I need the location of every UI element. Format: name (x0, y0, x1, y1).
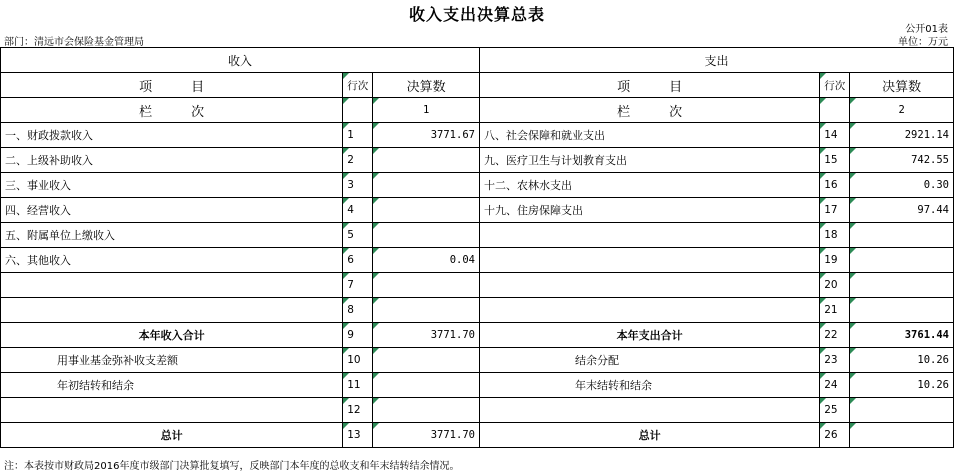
income-item-cell: 四、经营收入 (1, 198, 343, 223)
income-amount-cell (373, 198, 480, 223)
expense-amount-cell (850, 223, 954, 248)
income-item-cell: 一、财政拨款收入 (1, 123, 343, 148)
income-item-header: 项 目 (1, 73, 343, 98)
income-lanci-number: 1 (373, 98, 480, 123)
income-line-cell: 6 (343, 248, 373, 273)
expense-amount-cell: 97.44 (850, 198, 954, 223)
expense-total-amount: 3761.44 (850, 323, 954, 348)
table-row (1, 298, 954, 323)
expense-item-cell: 十二、农林水支出 (479, 173, 819, 198)
income-item-cell: 二、上级补助收入 (1, 148, 343, 173)
expense-line-cell: 15 (820, 148, 850, 173)
expense-line-cell: 16 (820, 173, 850, 198)
expense-line-cell: 14 (820, 123, 850, 148)
expense-item-cell: 十九、住房保障支出 (479, 198, 819, 223)
income-total-amount: 3771.70 (373, 323, 480, 348)
table-row (1, 198, 954, 223)
table-row (1, 173, 954, 198)
income-line-cell: 2 (343, 148, 373, 173)
table-row (1, 148, 954, 173)
table-row (1, 373, 954, 398)
form-code: 公开01表 (905, 24, 948, 35)
table-row (1, 223, 954, 248)
expense-amount-cell: 0.30 (850, 173, 954, 198)
footnote: 注：本表按市财政局2016年度市级部门决算批复填写，反映部门本年度的总收支和年末结转结余情况。 (4, 461, 460, 472)
expense-amount-cell: 10.26 (850, 373, 954, 398)
income-line-cell: 12 (343, 398, 373, 423)
expense-item-header: 项 目 (479, 73, 819, 98)
income-total-amount: 3771.70 (373, 423, 480, 448)
income-total-label: 本年收入合计 (1, 323, 343, 348)
income-item-cell: 六、其他收入 (1, 248, 343, 273)
expense-item-cell: 八、社会保障和就业支出 (479, 123, 819, 148)
expense-lanci-number: 2 (850, 98, 954, 123)
expense-line-cell: 20 (820, 273, 850, 298)
expense-item-cell (479, 398, 819, 423)
expense-total-amount (850, 423, 954, 448)
income-line-cell: 11 (343, 373, 373, 398)
expense-amount-cell (850, 248, 954, 273)
expense-line-header: 行次 (820, 73, 850, 98)
income-line-cell: 10 (343, 348, 373, 373)
expense-item-cell (479, 298, 819, 323)
income-line-cell: 5 (343, 223, 373, 248)
expense-amount-cell: 10.26 (850, 348, 954, 373)
expense-line-cell: 19 (820, 248, 850, 273)
income-lanci-line (343, 98, 373, 123)
income-line-cell: 4 (343, 198, 373, 223)
income-total-label: 总计 (1, 423, 343, 448)
income-amount-cell (373, 298, 480, 323)
expense-amount-cell: 2921.14 (850, 123, 954, 148)
expense-amount-cell: 742.55 (850, 148, 954, 173)
table-row (1, 273, 954, 298)
expense-line-cell: 23 (820, 348, 850, 373)
expense-total-label: 总计 (479, 423, 819, 448)
department-label: 部门：清远市会保险基金管理局 (4, 37, 144, 48)
income-total-line: 13 (343, 423, 373, 448)
total-row (1, 423, 954, 448)
expense-total-line: 26 (820, 423, 850, 448)
table-row (1, 123, 954, 148)
income-item-cell (1, 398, 343, 423)
table-row (1, 398, 954, 423)
income-line-cell: 3 (343, 173, 373, 198)
expense-item-cell: 结余分配 (479, 348, 819, 373)
expense-item-cell: 九、医疗卫生与计划教育支出 (479, 148, 819, 173)
income-amount-cell (373, 348, 480, 373)
income-amount-cell (373, 173, 480, 198)
expense-total-line: 22 (820, 323, 850, 348)
income-amount-cell (373, 223, 480, 248)
summary-table (0, 47, 954, 448)
income-lanci-label: 栏 次 (1, 98, 343, 123)
table-row (1, 248, 954, 273)
table-row (1, 348, 954, 373)
income-amount-header: 决算数 (373, 73, 480, 98)
expense-amount-cell (850, 273, 954, 298)
expense-item-cell: 年末结转和结余 (479, 373, 819, 398)
expense-item-cell (479, 248, 819, 273)
expense-amount-cell (850, 298, 954, 323)
expense-item-cell (479, 273, 819, 298)
income-amount-cell (373, 148, 480, 173)
income-item-cell: 年初结转和结余 (1, 373, 343, 398)
income-item-cell: 用事业基金弥补收支差额 (1, 348, 343, 373)
income-line-cell: 7 (343, 273, 373, 298)
income-total-line: 9 (343, 323, 373, 348)
expense-item-cell (479, 223, 819, 248)
report-title: 收入支出决算总表 (408, 5, 545, 24)
income-line-header: 行次 (343, 73, 373, 98)
expense-line-cell: 25 (820, 398, 850, 423)
unit-label: 单位：万元 (898, 37, 948, 48)
income-item-cell: 五、附属单位上缴收入 (1, 223, 343, 248)
income-item-cell (1, 273, 343, 298)
expense-line-cell: 17 (820, 198, 850, 223)
income-amount-cell (373, 373, 480, 398)
expense-section-header: 支出 (479, 48, 953, 73)
income-item-cell: 三、事业收入 (1, 173, 343, 198)
expense-line-cell: 21 (820, 298, 850, 323)
income-amount-cell (373, 273, 480, 298)
income-amount-cell: 0.04 (373, 248, 480, 273)
expense-line-cell: 24 (820, 373, 850, 398)
expense-lanci-label: 栏 次 (479, 98, 819, 123)
income-section-header: 收入 (1, 48, 480, 73)
expense-lanci-line (820, 98, 850, 123)
expense-line-cell: 18 (820, 223, 850, 248)
expense-total-label: 本年支出合计 (479, 323, 819, 348)
total-row (1, 323, 954, 348)
income-amount-cell (373, 398, 480, 423)
income-line-cell: 1 (343, 123, 373, 148)
income-item-cell (1, 298, 343, 323)
income-amount-cell: 3771.67 (373, 123, 480, 148)
income-line-cell: 8 (343, 298, 373, 323)
expense-amount-cell (850, 398, 954, 423)
expense-amount-header: 决算数 (850, 73, 954, 98)
